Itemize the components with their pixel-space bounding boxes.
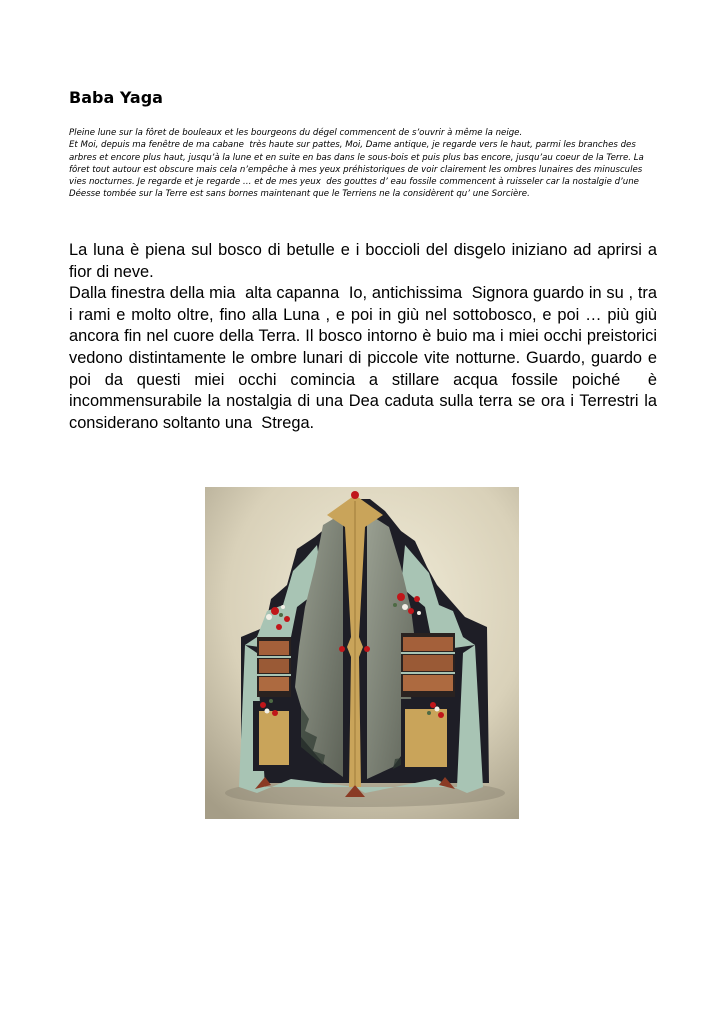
french-paragraph-1: Pleine lune sur la fôret de bouleaux et les bourgeons du dégel commencent de s’ouvrir à même la neige.: [69, 128, 523, 138]
italian-paragraph-1: La luna è piena sul bosco di betulle e i boccioli del disgelo iniziano ad aprirsi a fior di neve.: [69, 241, 662, 281]
cabinet-photo: [205, 487, 519, 819]
italian-text: [69, 240, 667, 434]
italian-paragraph-2: Dalla finestra della mia alta capanna Io, antichissima Signora guardo in su , tra i rami e molto oltre, fino alla Luna , e poi in giù nel sottobosco, e poi … più giù ancora fin nel cuore della Terra. Il bosco intorno è buio ma i miei occhi preistorici vedono distintamente le ombre lunari di piccole vite notturne. Guardo, guardo e poi da questi miei occhi comincia a stillare acqua fossile poiché è incommensurabile la nostalgia di una Dea caduta sulla terra se ora i Terrestri la considerano soltanto una Strega.: [69, 284, 667, 432]
french-paragraph-2: Et Moi, depuis ma fenêtre de ma cabane très haute sur pattes, Moi, Dame antique, je regarde vers le haut, parmi les branches des arbres et encore plus haut, jusqu’à la lune et en suite en bas dans le sous-bois et puis plus bas encore, jusqu’au coeur de la Terre. La fôret tout autour est obscure mais cela n’empêche à mes yeux préhistoriques de voir clairement les ombres lunaires des minuscules vies nocturnes. Je regarde et je regarde … et de mes yeux des gouttes d’ eau fossile commencent à ruisseler car la nostalgie d’une Déesse tombée sur la Terre est sans bornes maintenant que le Terriens ne la considèrent qu’ une Sorcière.: [69, 140, 647, 200]
document-title: Baba Yaga: [69, 88, 163, 107]
french-text: [69, 127, 659, 201]
